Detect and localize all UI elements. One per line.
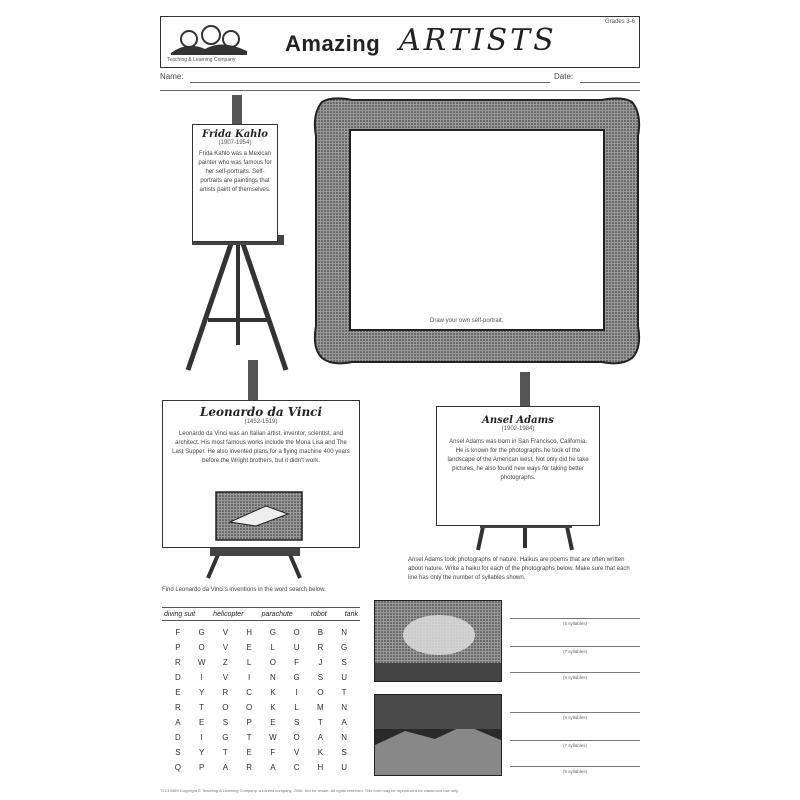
ansel-bio: Ansel Adams was born in San Francisco, California. He is known for the photographs he took of the landscape of the American west. Not only did he take pictures, he also found new ways for taking better photographs. [447, 439, 589, 481]
word-bank-item: helicopter [213, 610, 244, 618]
leonardo-dates: (1452-1519) [244, 419, 278, 425]
grid-letter[interactable]: E [198, 718, 205, 727]
grid-letter[interactable]: Y [198, 688, 205, 697]
grid-letter[interactable]: G [198, 628, 205, 637]
grid-letter[interactable]: L [294, 703, 299, 712]
grid-letter[interactable]: L [270, 643, 276, 652]
grid-letter[interactable]: U [293, 643, 300, 652]
grid-letter[interactable]: E [246, 748, 252, 757]
ornate-frame [312, 96, 642, 366]
grid-letter[interactable]: Q [174, 763, 181, 772]
haiku-write-line[interactable] [510, 712, 640, 713]
grid-letter[interactable]: E [270, 718, 276, 727]
name-line[interactable] [190, 82, 550, 83]
word-search-grid[interactable] [166, 628, 356, 772]
syllable-hint: (5 syllables) [562, 675, 587, 680]
grid-letter[interactable]: E [246, 643, 252, 652]
grid-letter[interactable]: T [317, 718, 323, 727]
frame-caption: Draw your own self-portrait. [430, 318, 504, 324]
grid-letter[interactable]: E [175, 688, 181, 697]
date-label: Date: [554, 72, 574, 81]
worksheet-header [160, 16, 640, 68]
grid-letter[interactable]: N [341, 733, 348, 742]
grid-letter[interactable]: V [222, 628, 229, 637]
grid-letter[interactable]: W [197, 658, 206, 667]
grid-letter[interactable]: B [317, 628, 324, 637]
divider [160, 90, 640, 91]
grid-letter[interactable]: K [270, 688, 276, 697]
ansel-dates: (1902-1984) [501, 426, 535, 432]
word-bank-item: diving suit [164, 610, 196, 618]
grid-letter[interactable]: T [222, 748, 228, 757]
grid-letter[interactable]: N [269, 673, 276, 682]
grid-letter[interactable]: O [246, 703, 253, 712]
grid-letter[interactable]: F [175, 628, 181, 637]
ansel-name: Ansel Adams [482, 415, 554, 426]
syllable-hint: (5 syllables) [562, 715, 587, 720]
grid-letter[interactable]: O [198, 643, 205, 652]
grid-letter[interactable]: G [269, 628, 276, 637]
word-bank-item: robot [310, 610, 327, 618]
haiku-write-line[interactable] [510, 740, 640, 741]
haiku-write-line[interactable] [510, 646, 640, 647]
haiku-write-line[interactable] [510, 618, 640, 619]
landscape-photo-trees [374, 600, 502, 682]
grid-letter[interactable]: P [246, 718, 252, 727]
grid-letter[interactable]: D [174, 673, 181, 682]
title-artists: ARTISTS [399, 23, 557, 58]
grid-letter[interactable]: R [174, 703, 181, 712]
grid-letter[interactable]: S [293, 718, 300, 727]
haiku-instructions: Ansel Adams took photographs of nature. Haikus are poems that are often written about nature. Write a haiku for each of the photographs below. Make sure that each line has only the number of syllables shown. [408, 557, 630, 581]
name-label: Name: [160, 72, 184, 81]
grid-letter[interactable]: L [246, 658, 252, 667]
grid-letter[interactable]: R [174, 658, 181, 667]
grid-letter[interactable]: S [317, 673, 324, 682]
grid-letter[interactable]: F [270, 748, 276, 757]
grid-letter[interactable]: R [317, 643, 324, 652]
grid-letter[interactable]: R [246, 763, 253, 772]
grid-letter[interactable]: S [341, 658, 347, 667]
grid-letter[interactable]: G [341, 643, 348, 652]
copyright-footer: TLC10469 Copyright © Teaching & Learning Company, a Lorenz company, 2006. Not for resale. All rights reserved. This form may be reproduced for classroom use only. [160, 788, 459, 793]
syllable-hint: (5 syllables) [562, 621, 587, 626]
grid-letter[interactable]: O [222, 703, 229, 712]
grid-letter[interactable]: I [200, 733, 203, 742]
word-bank-item: parachute [261, 610, 293, 618]
grid-letter[interactable]: S [175, 748, 181, 757]
grid-letter[interactable]: A [222, 763, 229, 772]
grid-letter[interactable]: T [341, 688, 347, 697]
poster-frida-kahlo [192, 124, 278, 242]
grid-letter[interactable]: N [341, 703, 348, 712]
grid-letter[interactable]: U [341, 763, 348, 772]
landscape-photo-mountains [374, 694, 502, 776]
grid-letter[interactable]: H [317, 763, 324, 772]
grid-letter[interactable]: J [318, 658, 323, 667]
grid-letter[interactable]: U [341, 673, 348, 682]
haiku-write-line[interactable] [510, 766, 640, 767]
logo-caption: Teaching & Learning Company [167, 57, 236, 63]
grid-letter[interactable]: K [270, 703, 276, 712]
word-bank [162, 607, 360, 621]
grid-letter[interactable]: K [317, 748, 324, 757]
grid-letter[interactable]: O [269, 658, 276, 667]
grid-letter[interactable]: Z [222, 658, 228, 667]
grid-letter[interactable]: A [317, 733, 324, 742]
poster-ansel-adams [436, 406, 600, 526]
syllable-hint: (7 syllables) [562, 743, 587, 748]
grades-label: Grades 3-6 [604, 19, 635, 25]
grid-letter[interactable]: O [317, 688, 324, 697]
leonardo-bio: Leonardo da Vinci was an Italian artist, inventor, scientist, and architect. His most famous works include the Mona Lisa and The Last Supper. He also invented plans for a flying machine 400 years before the Wright brothers, but it didn't work. [172, 431, 350, 464]
grid-letter[interactable]: O [293, 733, 300, 742]
grid-letter[interactable]: G [293, 673, 300, 682]
grid-letter[interactable]: O [293, 628, 300, 637]
haiku-write-line[interactable] [510, 672, 640, 673]
grid-letter[interactable]: S [341, 748, 347, 757]
grid-letter[interactable]: A [175, 718, 181, 727]
frida-bio: Frida Kahlo was a Mexican painter who was famous for her self-portraits. Self-portraits are paintings that artists paint of themselves. [198, 151, 272, 193]
grid-letter[interactable]: S [222, 718, 229, 727]
grid-letter[interactable]: A [270, 763, 276, 772]
grid-letter[interactable]: V [293, 748, 300, 757]
syllable-hint: (5 syllables) [562, 769, 587, 774]
frida-name: Frida Kahlo [202, 129, 268, 140]
grid-letter[interactable]: W [269, 733, 277, 742]
grid-letter[interactable]: P [175, 643, 181, 652]
grid-letter[interactable]: I [200, 673, 203, 682]
grid-letter[interactable]: D [174, 733, 181, 742]
grid-letter[interactable]: T [246, 733, 252, 742]
teaching-company-logo [167, 19, 255, 59]
grid-letter[interactable]: V [222, 673, 229, 682]
grid-letter[interactable]: N [341, 628, 348, 637]
grid-letter[interactable]: H [246, 628, 253, 637]
wordsearch-instructions: Find Leonardo da Vinci's inventions in the word search below. [162, 587, 326, 593]
leonardo-name: Leonardo da Vinci [199, 405, 323, 419]
grid-letter[interactable]: I [295, 688, 298, 697]
grid-letter[interactable]: F [294, 658, 300, 667]
grid-letter[interactable]: R [222, 688, 229, 697]
grid-letter[interactable]: P [198, 763, 205, 772]
grid-letter[interactable]: A [341, 718, 347, 727]
title-amazing: Amazing [285, 31, 381, 56]
grid-letter[interactable]: I [248, 673, 251, 682]
grid-letter[interactable]: G [222, 733, 229, 742]
date-line[interactable] [580, 82, 640, 83]
grid-letter[interactable]: C [293, 763, 300, 772]
grid-letter[interactable]: C [246, 688, 253, 697]
word-bank-item: tank [344, 610, 358, 618]
grid-letter[interactable]: V [222, 643, 229, 652]
frida-dates: (1907-1954) [218, 140, 252, 146]
grid-letter[interactable]: Y [198, 748, 205, 757]
flying-machine-image [216, 492, 302, 540]
syllable-hint: (7 syllables) [562, 649, 587, 654]
grid-letter[interactable]: M [317, 703, 324, 712]
grid-letter[interactable]: T [199, 703, 205, 712]
